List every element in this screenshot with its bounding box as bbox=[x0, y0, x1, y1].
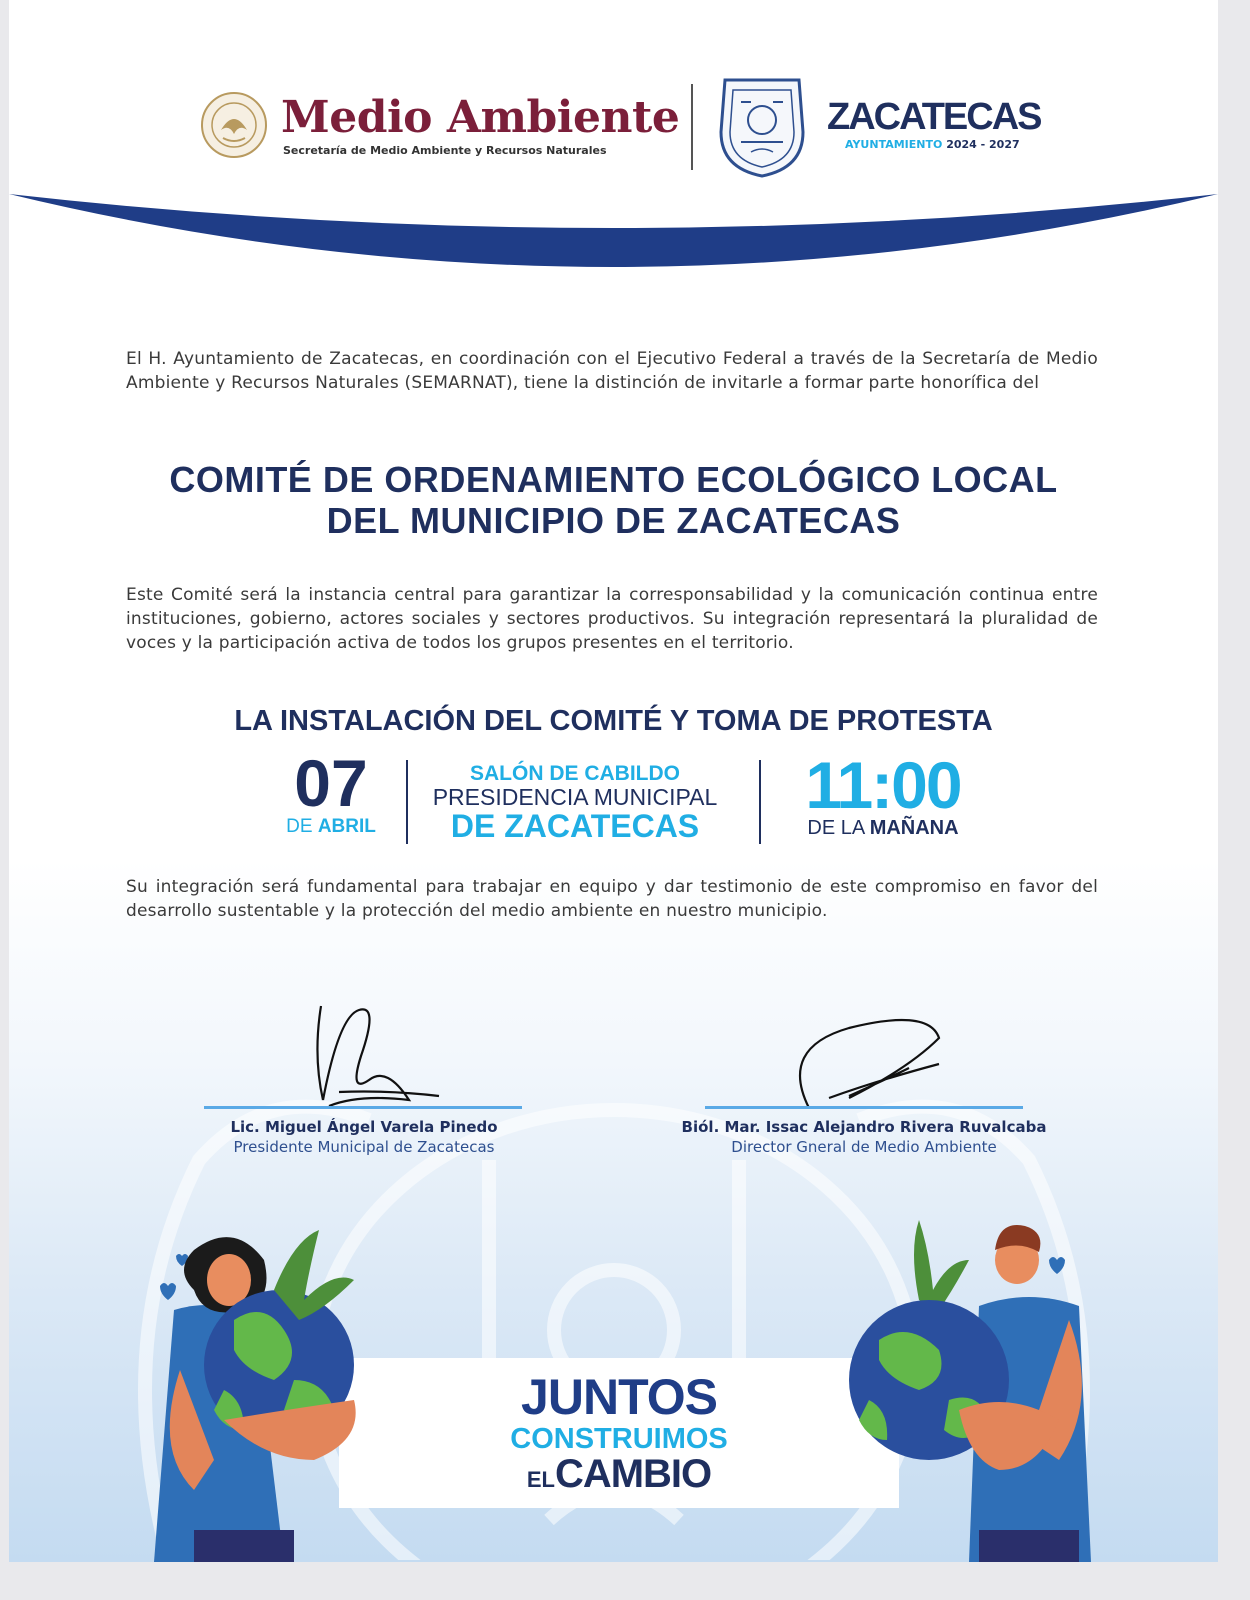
event-divider-left bbox=[406, 760, 408, 844]
signature-right-drawing bbox=[789, 1008, 969, 1118]
header-swoosh bbox=[9, 190, 1218, 290]
slogan-line1: JUNTOS bbox=[521, 1369, 717, 1425]
signature-left-line bbox=[204, 1106, 522, 1109]
invitation-page bbox=[9, 0, 1218, 1562]
man-holding-globe-illustration bbox=[829, 1220, 1119, 1562]
venue-line1: SALÓN DE CABILDO bbox=[470, 762, 680, 785]
event-heading: LA INSTALACIÓN DEL COMITÉ Y TOMA DE PROTESTA bbox=[234, 705, 993, 737]
slogan-line3-word: CAMBIO bbox=[554, 1452, 712, 1496]
woman-holding-globe-illustration bbox=[134, 1230, 394, 1562]
event-month-name: ABRIL bbox=[317, 816, 376, 837]
ayuntamiento-word: AYUNTAMIENTO bbox=[845, 138, 943, 151]
ayuntamiento-label bbox=[845, 138, 1020, 151]
event-time-word: MAÑANA bbox=[869, 817, 959, 839]
signature-right-role: Director Gneral de Medio Ambiente bbox=[731, 1138, 997, 1156]
event-month-prefix: DE bbox=[286, 816, 313, 837]
event-divider-right bbox=[759, 760, 761, 844]
slogan-line3 bbox=[449, 1452, 789, 1497]
signature-right-line bbox=[705, 1106, 1023, 1109]
slogan-line3-prefix: EL bbox=[526, 1467, 555, 1492]
venue-line3: DE ZACATECAS bbox=[450, 808, 700, 844]
description-paragraph: Este Comité será la instancia central para garantizar la corresponsabilidad y la comunicación continua entre instituciones, gobierno, actores sociales y sectores productivos. Su integración representará la pluralidad de voces y la participación activa de todos los grupos presentes en el territorio. bbox=[126, 585, 1098, 653]
event-day: 07 bbox=[294, 746, 368, 820]
venue-line2: PRESIDENCIA MUNICIPAL bbox=[432, 784, 718, 810]
signature-right-name: Biól. Mar. Issac Alejandro Rivera Ruvalcaba bbox=[681, 1118, 1047, 1136]
signature-left-role: Presidente Municipal de Zacatecas bbox=[233, 1138, 495, 1156]
zacatecas-logo-title: ZACATECAS bbox=[827, 96, 1041, 138]
event-time-period bbox=[773, 817, 993, 840]
signature-left-drawing bbox=[299, 996, 449, 1116]
committee-title-line1: COMITÉ DE ORDENAMIENTO ECOLÓGICO LOCAL bbox=[169, 459, 1058, 500]
event-time-prefix: DE LA bbox=[807, 817, 865, 839]
medio-ambiente-logo-subtitle: Secretaría de Medio Ambiente y Recursos Naturales bbox=[283, 144, 607, 157]
event-month bbox=[271, 816, 391, 838]
zacatecas-crest-icon bbox=[711, 72, 813, 180]
committee-title-line2: DEL MUNICIPIO DE ZACATECAS bbox=[326, 500, 901, 541]
closing-paragraph: Su integración será fundamental para trabajar en equipo y dar testimonio de este compromiso en favor del desarrollo sustentable y la protección del medio ambiente en nuestro municipio. bbox=[126, 877, 1098, 921]
header-divider bbox=[691, 84, 693, 170]
national-seal-icon bbox=[199, 90, 269, 160]
ayuntamiento-years: 2024 - 2027 bbox=[946, 138, 1020, 151]
event-time: 11:00 bbox=[805, 748, 961, 822]
intro-paragraph: El H. Ayuntamiento de Zacatecas, en coordinación con el Ejecutivo Federal a través de la Secretaría de Medio Ambiente y Recursos Naturales (SEMARNAT), tiene la distinción de invitarle a formar parte honorífica del bbox=[126, 349, 1098, 393]
slogan-line2: CONSTRUIMOS bbox=[510, 1423, 728, 1455]
signature-left-name: Lic. Miguel Ángel Varela Pinedo bbox=[230, 1118, 498, 1136]
medio-ambiente-logo-title: Medio Ambiente bbox=[281, 92, 680, 143]
